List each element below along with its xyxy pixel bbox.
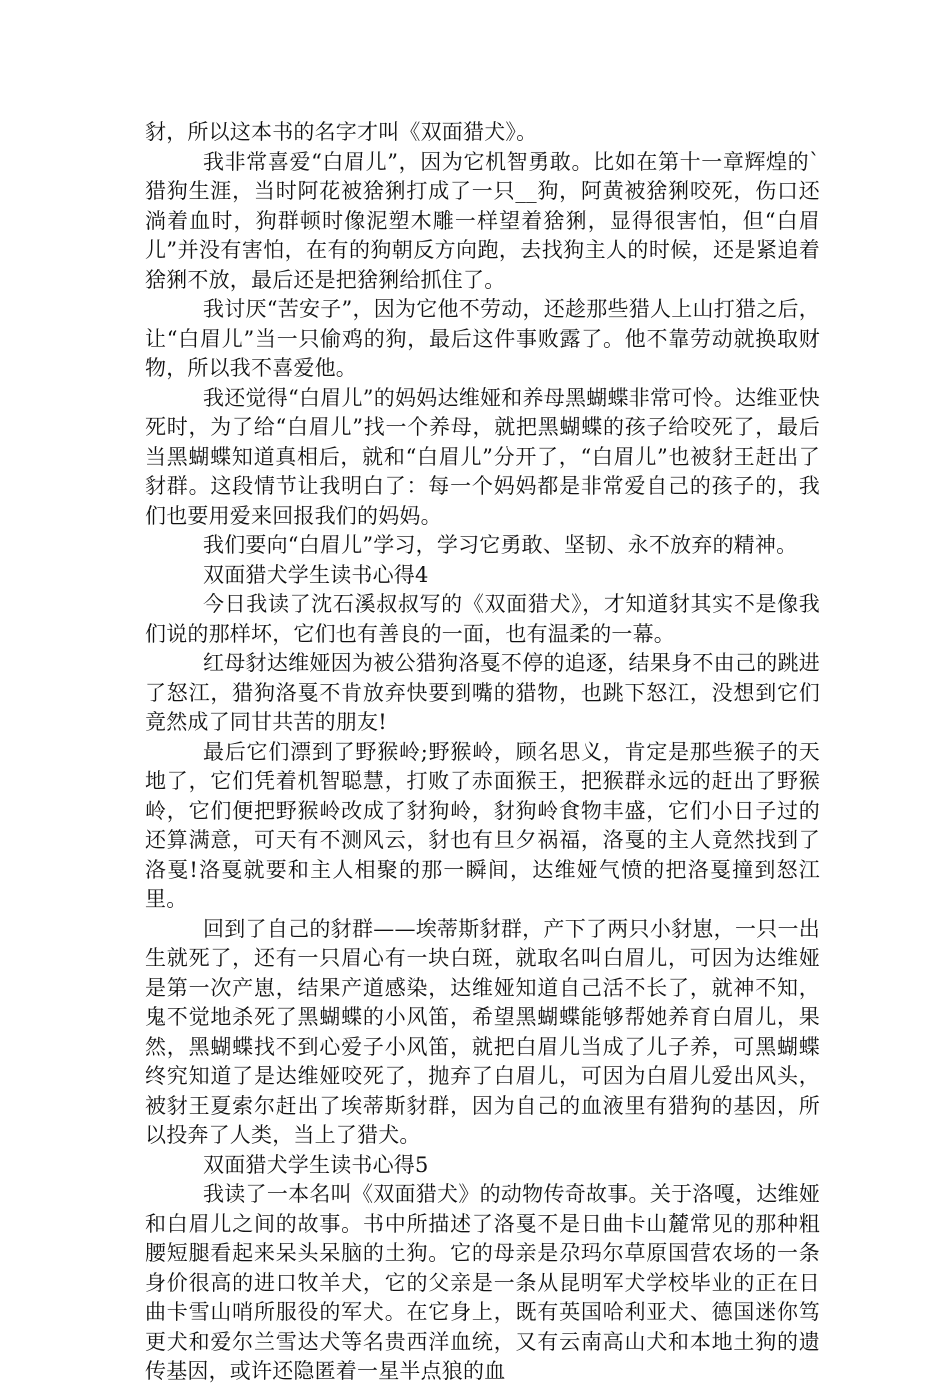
paragraph-etis-pack: 回到了自己的豺群——埃蒂斯豺群，产下了两只小豺崽，一只一出生就死了，还有一只眉心有一块白斑，就取名叫白眉儿，可因为达维娅是第一次产崽，结果产道感染，达维娅知道自己活不长了，就神不知，鬼不觉地杀死了黑蝴蝶的小风笛，希望黑蝴蝶能够帮她养育白眉儿，果然，黑蝴蝶找不到心爱子小风笛，就把白眉儿当成了儿子养，可黑蝴蝶终究知道了是达维娅咬死了，抛弃了白眉儿，可因为白眉儿爱出风头，被豺王夏索尔赶出了埃蒂斯豺群，因为自己的血液里有猎狗的基因，所以投奔了人类，当上了猎犬。: [145, 916, 820, 1147]
paragraph-intro-5: 我读了一本名叫《双面猎犬》的动物传奇故事。关于洛嘎，达维娅和白眉儿之间的故事。书中所描述了洛戛不是日曲卡山麓常见的那种粗腰短腿看起来呆头呆脑的土狗。它的母亲是尕玛尔草原国营农场的一条身价很高的进口牧羊犬，它的父亲是一条从昆明军犬学校毕业的正在日曲卡雪山哨所服役的军犬。在它身上，既有英国哈利亚犬、德国迷你笃更犬和爱尔兰雪达犬等名贵西洋血统，又有云南高山犬和本地土狗的遗传基因，或许还隐匿着一星半点狼的血: [145, 1182, 820, 1383]
document-page: [145, 118, 820, 1387]
paragraph-baimeier-brave: 我非常喜爱“白眉儿”，因为它机智勇敢。比如在第十一章辉煌的`猎狗生涯，当时阿花被猞猁打成了一只__狗，阿黄被猞猁咬死，伤口还淌着血时，狗群顿时像泥塑木雕一样望着猞猁，显得很害怕，但“白眉儿”并没有害怕，在有的狗朝反方向跑，去找狗主人的时候，还是紧追着猞猁不放，最后还是把猞猁给抓住了。: [145, 149, 820, 292]
section-heading-4: 双面猎犬学生读书心得4: [203, 562, 429, 587]
paragraph-learn: 我们要向“白眉儿”学习，学习它勇敢、坚韧、永不放弃的精神。: [203, 533, 798, 557]
paragraph-mothers: 我还觉得“白眉儿”的妈妈达维娅和养母黑蝴蝶非常可怜。达维亚快死时，为了给“白眉儿”找一个养母，就把黑蝴蝶的孩子给咬死了，最后当黑蝴蝶知道真相后，就和“白眉儿”分开了，“白眉儿”也被豺王赶出了豺群。这段情节让我明白了：每一个妈妈都是非常爱自己的孩子的，我们也要用爱来回报我们的妈妈。: [145, 385, 820, 528]
paragraph-monkey-ridge: 最后它们漂到了野猴岭;野猴岭，顾名思义，肯定是那些猴子的天地了，它们凭着机智聪慧，打败了赤面猴王，把猴群永远的赶出了野猴岭，它们便把野猴岭改成了豺狗岭，豺狗岭食物丰盛，它们小日子过的还算满意，可天有不测风云，豺也有旦夕祸福，洛戛的主人竟然找到了洛戛!洛戛就要和主人相聚的那一瞬间，达维娅气愤的把洛戛撞到怒江里。: [145, 739, 820, 911]
section-heading-5: 双面猎犬学生读书心得5: [203, 1152, 429, 1177]
paragraph-kuanzi: 我讨厌“苦安子”，因为它他不劳动，还趁那些猎人上山打猎之后，让“白眉儿”当一只偷鸡的狗，最后这件事败露了。他不靠劳动就换取财物，所以我不喜爱他。: [145, 297, 820, 380]
paragraph-nujiang: 红母豺达维娅因为被公猎狗洛戛不停的追逐，结果身不由己的跳进了怒江，猎狗洛戛不肯放弃快要到嘴的猎物，也跳下怒江，没想到它们竟然成了同甘共苦的朋友!: [145, 651, 820, 734]
paragraph-intro-4: 今日我读了沈石溪叔叔写的《双面猎犬》，才知道豺其实不是像我们说的那样坏，它们也有善良的一面，也有温柔的一幕。: [145, 592, 820, 646]
paragraph-continuation: 豺，所以这本书的名字才叫《双面猎犬》。: [145, 120, 538, 144]
